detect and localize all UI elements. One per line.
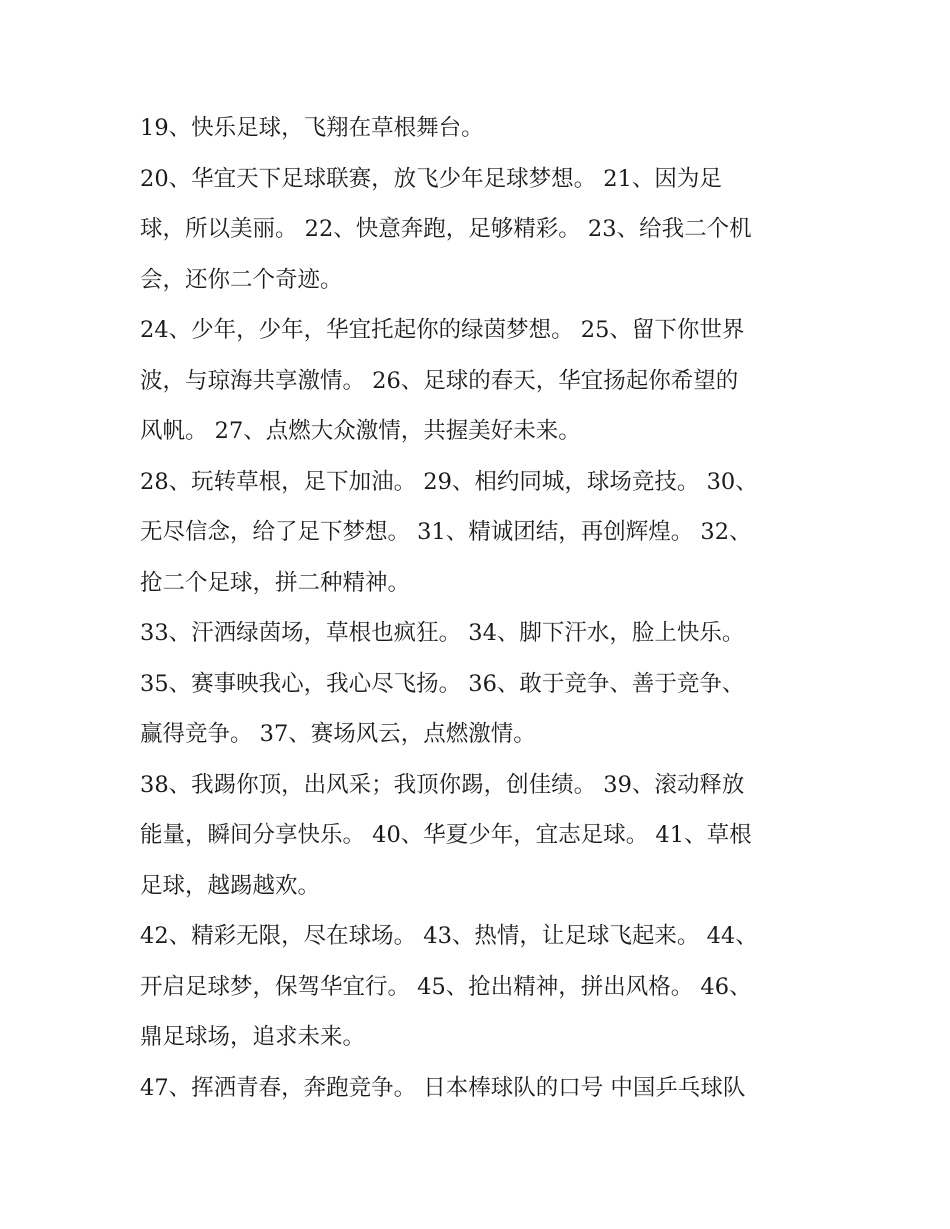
text-line: 抢二个足球，拼二种精神。 bbox=[140, 569, 411, 596]
text-line: 42、精彩无限，尽在球场。 43、热情，让足球飞起来。 44、 bbox=[140, 923, 758, 949]
text-line: 开启足球梦，保驾华宜行。 45、抢出精神，拼出风格。 46、 bbox=[140, 973, 752, 1000]
text-line: 47、挥洒青春，奔跑竞争。 日本棒球队的口号 中国乒乓球队 bbox=[140, 1074, 746, 1101]
text-line: 28、玩转草根，足下加油。 29、相约同城，球场竞技。 30、 bbox=[140, 468, 758, 495]
text-line: 波，与琼海共享激情。 26、足球的春天，华宜扬起你希望的 bbox=[140, 367, 739, 394]
text-line: 24、少年，少年，华宜托起你的绿茵梦想。 25、留下你世界 bbox=[140, 317, 745, 343]
text-line: 35、赛事映我心，我心尽飞扬。 36、敢于竞争、善于竞争、 bbox=[140, 670, 745, 697]
text-line: 38、我踢你顶，出风采；我顶你踢，创佳绩。 39、滚动释放 bbox=[140, 771, 745, 798]
text-line: 风帆。 27、点燃大众激情，共握美好未来。 bbox=[140, 418, 581, 444]
text-line: 赢得竞争。 37、赛场风云，点燃激情。 bbox=[140, 721, 536, 747]
text-line: 球，所以美丽。 22、快意奔跑，足够精彩。 23、给我二个机 bbox=[140, 216, 752, 242]
text-line: 鼎足球场，追求未来。 bbox=[140, 1024, 366, 1050]
text-line: 33、汗洒绿茵场，草根也疯狂。 34、脚下汗水，脸上快乐。 bbox=[140, 620, 745, 646]
text-line: 足球，越踢越欢。 bbox=[140, 872, 321, 899]
text-line: 会，还你二个奇迹。 bbox=[140, 266, 343, 293]
document-body bbox=[140, 103, 805, 1113]
text-line: 19、快乐足球，飞翔在草根舞台。 bbox=[140, 115, 484, 141]
text-line: 能量，瞬间分享快乐。 40、华夏少年，宜志足球。 41、草根 bbox=[140, 822, 752, 848]
text-line: 无尽信念，给了足下梦想。 31、精诚团结，再创辉煌。 32、 bbox=[140, 519, 752, 545]
text-line: 20、华宜天下足球联赛，放飞少年足球梦想。 21、因为足 bbox=[140, 165, 722, 192]
